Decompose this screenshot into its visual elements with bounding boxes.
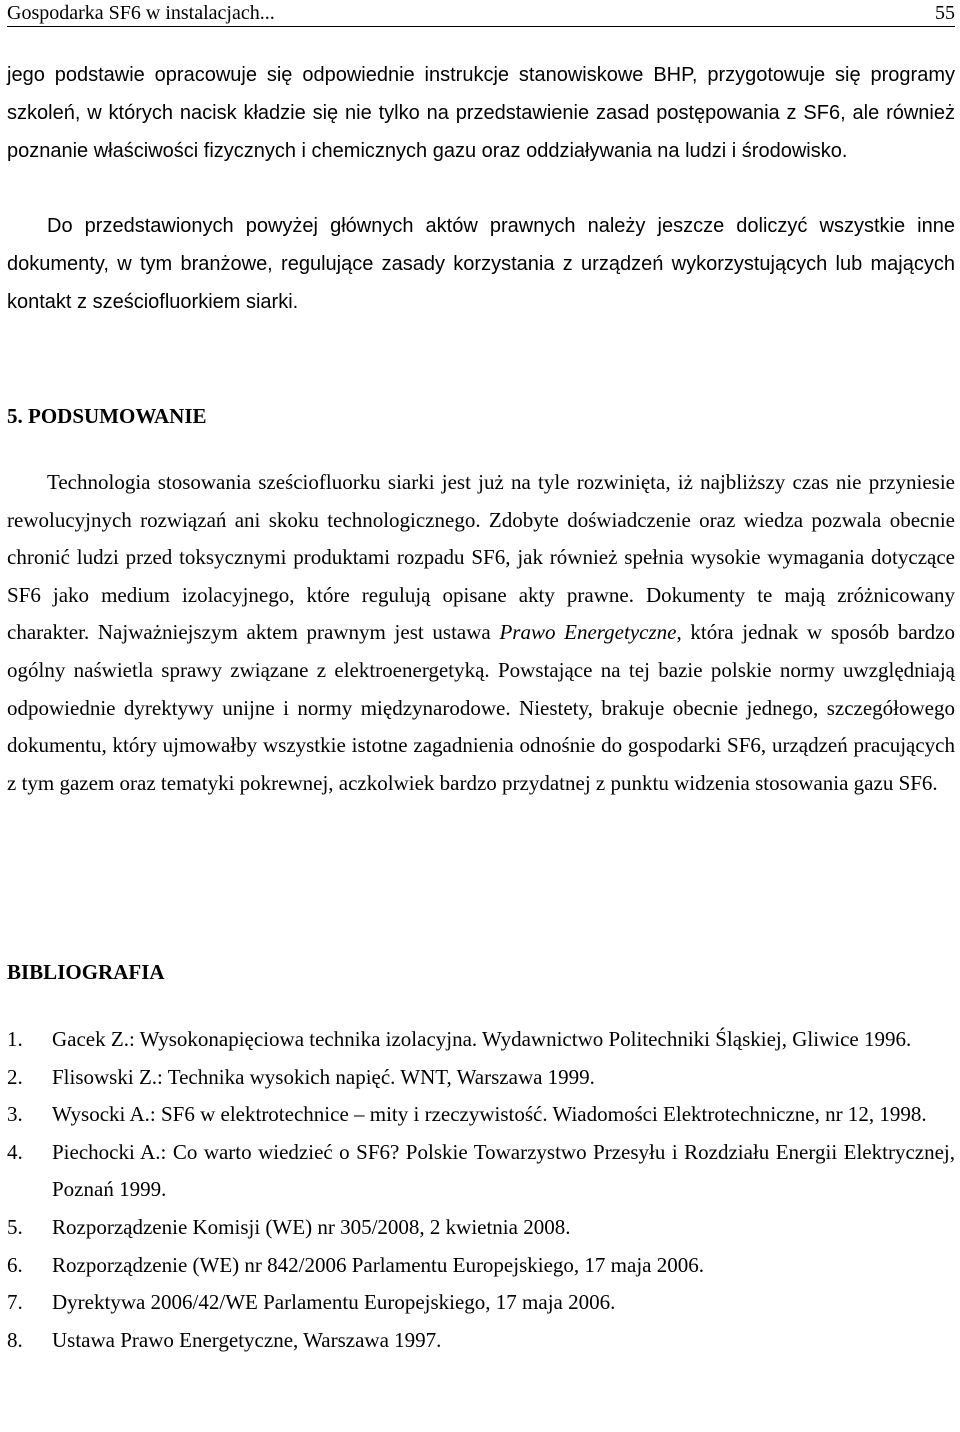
bibliography-item-number: 8. (7, 1327, 23, 1352)
page-number: 55 (935, 2, 955, 24)
bibliography-item-text: Rozporządzenie (WE) nr 842/2006 Parlamentu Europejskiego, 17 maja 2006. (52, 1252, 704, 1277)
bibliography-item-text: Flisowski Z.: Technika wysokich napięć. WNT, Warszawa 1999. (52, 1064, 595, 1089)
intro-paragraph-2: Do przedstawionych powyżej głównych aktów prawnych należy jeszcze doliczyć wszystkie inne dokumenty, w tym branżowe, regulujące zasady korzystania z urządzeń wykorzystujących lub mających kontakt z sześciofluorkiem siarki. (7, 215, 955, 313)
bibliography-item-text: Gacek Z.: Wysokonapięciowa technika izolacyjna. Wydawnictwo Politechniki Śląskiej, Gliwice 1996. (52, 1027, 912, 1051)
bibliography-item (7, 1134, 955, 1209)
bibliography-item-text: Dyrektywa 2006/42/WE Parlamentu Europejskiego, 17 maja 2006. (52, 1290, 616, 1315)
bibliography-item-number: 4. (7, 1139, 23, 1164)
section-heading-bibliography: BIBLIOGRAFIA (7, 960, 165, 984)
page-header (7, 0, 955, 27)
bibliography-item-number: 2. (7, 1064, 23, 1089)
bibliography-item-number: 7. (7, 1290, 23, 1315)
summary-text-1: Technologia stosowania sześciofluorku siarki jest już na tyle rozwinięta, iż najbliższy czas nie przyniesie rewolucyjnych rozwiązań ani skoku technologicznego. Zdobyte doświadczenie oraz wiedza pozwala obecnie chronić ludzi przed toksycznymi produktami rozpadu SF6, jak również spełnia wysokie wymagania dotyczące SF6 jako medium izolacyjnego, które regulują opisane akty prawne. Dokumenty te mają zróżnicowany charakter. Najważniejszym aktem prawnym jest ustawa (7, 470, 955, 645)
bibliography-item-text: Ustawa Prawo Energetyczne, Warszawa 1997. (52, 1327, 442, 1352)
bibliography-item-text: Piechocki A.: Co warto wiedzieć o SF6? Polskie Towarzystwo Przesyłu i Rozdziału Energii Elektrycznej, Poznań 1999. (52, 1139, 955, 1202)
bibliography-item-text: Rozporządzenie Komisji (WE) nr 305/2008, 2 kwietnia 2008. (52, 1214, 571, 1239)
summary-paragraph (7, 464, 955, 802)
bibliography-item-number: 5. (7, 1214, 23, 1239)
bibliography-list (7, 1021, 955, 1359)
intro-paragraph-1: jego podstawie opracowuje się odpowiednie instrukcje stanowiskowe BHP, przygotowuje się programy szkoleń, w których nacisk kładzie się nie tylko na przedstawienie zasad postępowania z SF6, ale również poznanie właściwości fizycznych i chemicznych gazu oraz oddziaływania na ludzi i środowisko. (7, 64, 955, 162)
bibliography-item (7, 1059, 955, 1097)
bibliography-item (7, 1247, 955, 1285)
bibliography-item (7, 1096, 955, 1134)
bibliography-item-text: Wysocki A.: SF6 w elektrotechnice – mity i rzeczywistość. Wiadomości Elektrotechniczne, nr 12, 1998. (52, 1102, 927, 1127)
bibliography-item-number: 3. (7, 1102, 23, 1127)
bibliography-item (7, 1021, 955, 1059)
bibliography-item (7, 1322, 955, 1360)
bibliography-item (7, 1209, 955, 1247)
summary-text-2: , która jednak w sposób bardzo ogólny naświetla sprawy związane z elektroenergetyką. Powstające na tej bazie polskie normy uwzględniają odpowiednie dyrektywy unijne i normy międzynarodowe. Niestety, brakuje obecnie jednego, szczegółowego dokumentu, który ujmowałby wszystkie istotne zagadnienia odnośnie do gospodarki SF6, urządzeń pracujących z tym gazem oraz tematyki pokrewnej, aczkolwiek bardzo przydatnej z punktu widzenia stosowania gazu SF6. (7, 620, 955, 795)
running-title: Gospodarka SF6 w instalacjach... (7, 2, 275, 24)
bibliography-item-number: 1. (7, 1027, 23, 1051)
summary-text-italic: Prawo Energetyczne (499, 620, 677, 645)
bibliography-item (7, 1284, 955, 1322)
bibliography-item-number: 6. (7, 1252, 23, 1277)
section-heading-summary: 5. PODSUMOWANIE (7, 404, 207, 428)
